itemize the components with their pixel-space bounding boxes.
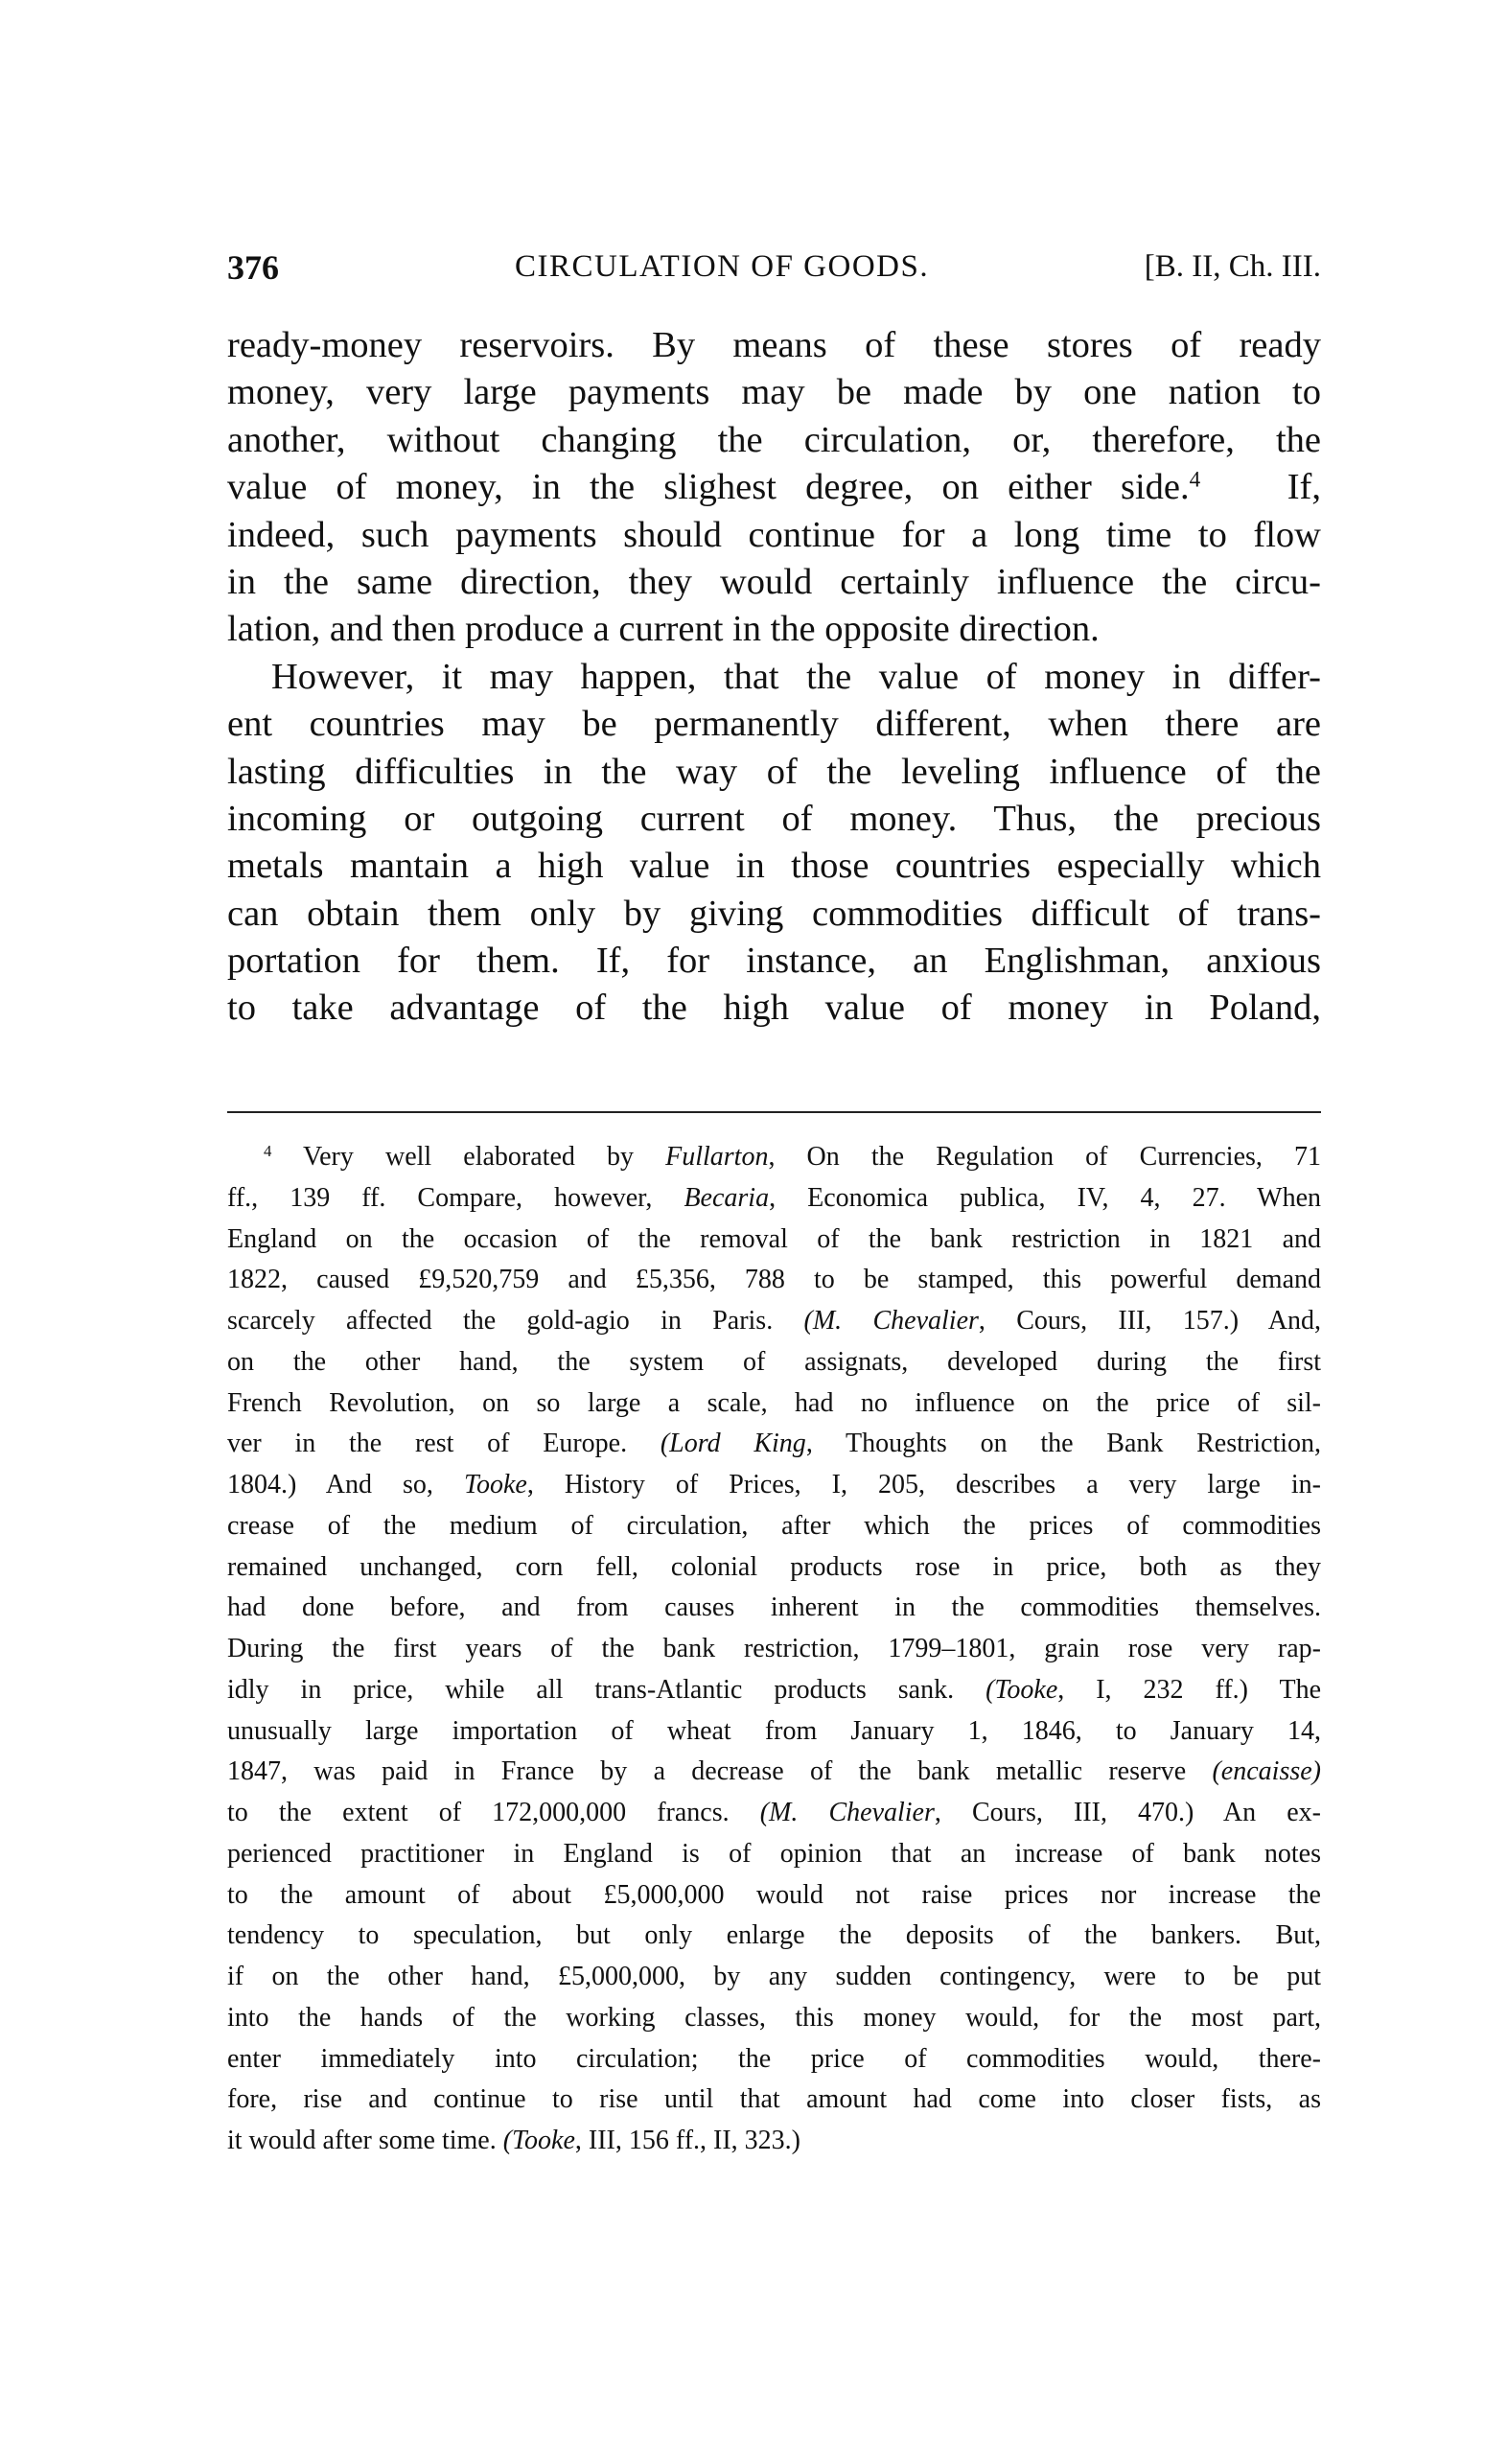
chapter-title: CIRCULATION OF GOODS. [515,249,930,284]
footnote-text: , Cours, III, 470.) An ex- [934,1798,1322,1827]
footnote-text: to the amount of about £5,000,000 would not raise prices nor increase the [227,1879,1321,1910]
footnote-text: idly in price, while all trans-Atlantic products sank. [227,1674,986,1705]
footnote-line [227,2080,1321,2121]
body-line-text: value of money, in the slighest degree, on either side. [227,467,1190,508]
citation-italic: Fullarton [665,1142,769,1172]
body-line: ent countries may be permanently different, when there are [227,704,1321,745]
footnote-text: crease of the medium of circulation, after which the prices of commodities [227,1510,1321,1541]
body-line: lasting difficulties in the way of the leveling influence of the [227,751,1321,792]
paragraph-start-line: However, it may happen, that the value of money in differ- [271,656,1321,697]
footnote-text: , Economica publica, IV, 4, 27. When [769,1182,1321,1213]
footnote-line [227,1916,1321,1957]
footnote-divider [227,1111,1321,1113]
body-line: indeed, such payments should continue for a long time to flow [227,514,1321,555]
footnote-line [227,1588,1321,1629]
citation-italic: (encaisse) [1212,1756,1321,1787]
footnote-text: , History of Prices, I, 205, describes a very large in- [526,1470,1321,1499]
footnote-text: 1804.) And so, [227,1470,464,1499]
footnote-line [227,1137,1321,1178]
body-line: portation for them. If, for instance, an Englishman, anxious [227,941,1321,982]
footnote-text: , Thoughts on the Bank Restriction, [805,1429,1322,1459]
footnote-text: England on the occasion of the removal of the bank restriction in 1821 and [227,1223,1321,1254]
body-line: another, without changing the circulation, or, therefore, the [227,419,1321,460]
footnote-line [227,1547,1321,1589]
footnote-line [227,1301,1321,1342]
section-reference: [B. II, Ch. III. [1144,249,1321,284]
footnote-text: 1847, was paid in France by a decrease of the bank metallic reserve [227,1756,1213,1787]
footnote-text: , I, 232 ff.) The [1057,1674,1321,1705]
footnote-text: to the extent of 172,000,000 francs. [227,1798,760,1827]
footnote-text: , On the Regulation of Currencies, 71 [768,1142,1322,1172]
citation-italic: (Tooke [985,1674,1058,1705]
footnote-line [227,2039,1321,2080]
footnote-line [227,1465,1321,1506]
body-line-with-footnote-ref [227,464,1321,511]
footnote-line [227,1875,1321,1917]
footnote-line [227,1670,1321,1711]
footnote-line [227,1506,1321,1547]
body-line: lation, and then produce a current in the opposite direction. [227,609,1100,650]
footnote-text: enter immediately into circulation; the price of commodities would, there- [227,2043,1321,2074]
footnote-line [227,1220,1321,1261]
body-line: in the same direction, they would certainly influence the circu- [227,561,1321,602]
body-line: can obtain them only by giving commodities difficult of trans- [227,893,1321,934]
footnote-text: ff., 139 ff. Compare, however, [227,1182,684,1213]
footnote-text: fore, rise and continue to rise until that amount had come into closer fists, as [227,2084,1321,2115]
body-line: to take advantage of the high value of money in Poland, [227,988,1321,1029]
footnote-line [227,1178,1321,1220]
footnote-text: ver in the rest of Europe. [227,1429,661,1459]
footnote-line [227,1629,1321,1670]
citation-italic: Tooke [463,1470,527,1499]
running-head [227,247,1321,290]
footnote-text: During the first years of the bank restriction, 1799–1801, grain rose very rap- [227,1634,1321,1663]
footnote-text: unusually large importation of wheat from January 1, 1846, to January 14, [227,1715,1321,1746]
citation-italic: (Tooke [502,2126,575,2155]
footnote-text: remained unchanged, corn fell, colonial products rose in price, both as they [227,1551,1321,1582]
footnote-line [227,1957,1321,1998]
footnote-line [227,1998,1321,2039]
footnote-marker: 4 [264,1141,272,1160]
footnote-text: it would after some time. [227,2126,503,2155]
body-line: ready-money reservoirs. By means of these stores of ready [227,325,1321,365]
footnote-line [227,2121,1321,2162]
footnote-text: 1822, caused £9,520,759 and £5,356, 788 to be stamped, this powerful demand [227,1265,1321,1295]
body-line: incoming or outgoing current of money. Thus, the precious [227,798,1321,839]
footnote-line [227,1260,1321,1301]
footnote-text: scarcely affected the gold-agio in Paris. [227,1306,804,1336]
citation-italic: (M. Chevalier [759,1798,935,1827]
footnote-line [227,1424,1321,1465]
footnote-line [227,1834,1321,1875]
footnote-text: perienced practitioner in England is of opinion that an increase of bank notes [227,1838,1321,1869]
footnote-line [227,1793,1321,1834]
body-line: money, very large payments may be made by one nation to [227,372,1321,413]
footnote-line [227,1383,1321,1425]
body-text [227,322,1321,1033]
footnote-text: had done before, and from causes inherent in the commodities themselves. [227,1592,1321,1623]
footnote-text: if on the other hand, £5,000,000, by any sudden contingency, were to be put [227,1962,1321,1991]
citation-italic: (M. Chevalier [803,1306,979,1336]
body-line-tail: If, [1287,467,1322,508]
footnote-line [227,1342,1321,1383]
footnote-reference[interactable]: 4 [1189,466,1201,492]
footnote-text: , III, 156 ff., II, 323.) [574,2126,800,2155]
citation-italic: (Lord King [660,1429,806,1459]
footnote [227,1137,1321,2162]
footnote-text: French Revolution, on so large a scale, had no influence on the price of sil- [227,1387,1321,1418]
footnote-line [227,1711,1321,1753]
footnote-line [227,1752,1321,1793]
footnote-text: on the other hand, the system of assignats, developed during the first [227,1346,1321,1377]
footnote-text: , Cours, III, 157.) And, [978,1306,1322,1336]
page-number: 376 [227,248,279,287]
body-line: metals mantain a high value in those countries especially which [227,846,1321,887]
footnote-text: tendency to speculation, but only enlarge the deposits of the bankers. But, [227,1920,1321,1951]
footnote-text: into the hands of the working classes, this money would, for the most part, [227,2002,1321,2033]
citation-italic: Becaria [684,1182,770,1213]
footnote-text: Very well elaborated by [303,1142,666,1172]
